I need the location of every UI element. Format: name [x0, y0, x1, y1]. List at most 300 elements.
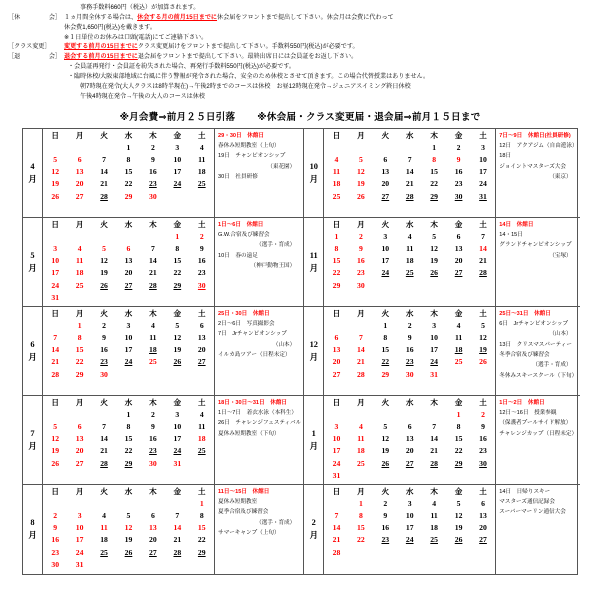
- calendar-day-1-11: 11: [357, 434, 365, 444]
- calendar-day-1-4: 4: [358, 422, 363, 431]
- calendar-day-empty: [141, 231, 165, 243]
- calendar-day-2-13: 13: [479, 511, 487, 520]
- calendar-day-4-24: 24: [173, 179, 182, 189]
- calendar-day-5-9: 9: [199, 244, 204, 253]
- calendar-day-8-22: 22: [197, 535, 206, 545]
- calendar-week-row: [324, 332, 495, 344]
- calendar-week-row: [324, 243, 495, 255]
- calendar-week-row: [324, 522, 495, 534]
- calendar-day-2-22: 22: [357, 535, 365, 545]
- calendar-week-row: [324, 154, 495, 166]
- calendar-week-row: [43, 445, 214, 457]
- calendar-day-4-18: 18: [197, 167, 206, 177]
- calendar-day-5-13: 13: [124, 256, 133, 266]
- weekday-火: 火: [100, 130, 108, 140]
- calendar-day-7-15: 15: [124, 434, 133, 444]
- calendar-day-8-12: 12: [124, 523, 133, 533]
- calendar-day-2-11: 11: [430, 511, 438, 520]
- calendar-week-row: [324, 369, 495, 381]
- notice-seg-plain-class: クラス変更届けをフロントまで提出して下さい。手数料550円(税込)が必要です。: [137, 43, 359, 51]
- month-block-2: [304, 485, 579, 574]
- month-notes-1: [496, 396, 579, 484]
- weekday-金: 金: [454, 130, 463, 140]
- weekday-水: 水: [405, 486, 414, 496]
- note-line: G.W.合宿及び練習会: [218, 231, 270, 238]
- calendar-day-12-3: 3: [432, 320, 437, 330]
- calendar-day-4-22: 22: [124, 179, 133, 189]
- month-notes-12: [496, 307, 579, 395]
- calendar-day-1-1: 1: [456, 409, 461, 419]
- month-grid-1: [324, 396, 496, 484]
- banner-right: ※休会届・クラス変更届・退会届⇒前月１５日まで: [257, 111, 481, 123]
- calendar-day-10-5: 5: [358, 155, 363, 164]
- calendar-day-10-28: 28: [405, 191, 414, 201]
- calendar-day-8-1: 1: [199, 498, 204, 508]
- calendar-day-11-20: 20: [454, 256, 463, 266]
- calendar-day-8-28: 28: [173, 547, 182, 557]
- notice-body-kyukai: [64, 13, 592, 23]
- month-kanji: 月: [309, 352, 318, 362]
- calendar-day-10-24: 24: [479, 179, 487, 189]
- calendar-day-10-20: 20: [381, 179, 390, 189]
- calendar-day-8-7: 7: [175, 511, 180, 520]
- calendar-day-2-23: 23: [381, 535, 390, 545]
- calendar-day-5-25: 25: [75, 280, 84, 290]
- weekday-月: 月: [75, 219, 84, 229]
- calendar-day-1-12: 12: [381, 434, 390, 444]
- month-grid-5: [43, 218, 215, 306]
- note-line: 7日 Jrチャンピオンシップ: [218, 331, 287, 338]
- calendar-day-empty: [165, 559, 189, 571]
- calendar-day-4-15: 15: [124, 167, 133, 177]
- notice-tag-left-taikai: ［退: [8, 53, 21, 61]
- calendar-day-1-7: 7: [432, 422, 437, 431]
- calendar-day-empty: [398, 470, 422, 482]
- calendar-day-4-2: 2: [150, 142, 155, 152]
- calendar-week-row: [43, 433, 214, 445]
- calendar-day-empty: [141, 498, 165, 510]
- calendar-day-1-10: 10: [332, 434, 341, 444]
- calendar-day-7-13: 13: [75, 434, 84, 444]
- weekday-日: 日: [332, 486, 341, 496]
- calendar-day-empty: [471, 470, 495, 482]
- note-line: サマーキャンプ（上旬）: [218, 529, 280, 536]
- month-notes-7: [215, 396, 303, 484]
- note-line: （選手・育成）: [256, 242, 296, 249]
- note-line: 春休み短期教室（上旬）: [218, 142, 280, 149]
- calendar-day-11-25: 25: [405, 268, 414, 278]
- calendar-day-12-21: 21: [357, 357, 365, 367]
- note-line: 13日 クリスマスパーティー: [499, 341, 572, 348]
- calendar-week-row: [43, 332, 214, 344]
- weekday-header-row: [43, 219, 214, 231]
- calendar-day-4-30: 30: [149, 191, 157, 201]
- month-label-7: [23, 396, 43, 484]
- note-line: 25日～31日 休館日: [499, 310, 551, 317]
- calendar-day-4-29: 29: [124, 191, 133, 201]
- weekday-火: 火: [381, 397, 390, 407]
- calendar-day-11-23: 23: [357, 268, 365, 278]
- month-label-1: [304, 396, 324, 484]
- weekday-金: 金: [454, 486, 463, 496]
- calendar-day-12-16: 16: [405, 345, 414, 355]
- calendar-day-11-17: 17: [381, 256, 390, 266]
- calendar-week-row: [43, 243, 214, 255]
- calendar-day-4-3: 3: [175, 142, 180, 152]
- calendar-day-6-11: 11: [149, 333, 157, 342]
- calendar-day-4-11: 11: [198, 155, 206, 164]
- calendar-day-6-17: 17: [124, 345, 133, 355]
- calendar-week-row: [324, 344, 495, 356]
- weekday-日: 日: [51, 486, 59, 496]
- calendar-day-8-18: 18: [100, 535, 108, 545]
- calendar-day-7-8: 8: [126, 422, 131, 431]
- weekday-月: 月: [357, 308, 365, 318]
- calendar-day-7-25: 25: [197, 446, 206, 456]
- calendar-day-11-12: 12: [430, 244, 438, 253]
- calendar-day-8-27: 27: [149, 547, 157, 557]
- calendar-day-7-1: 1: [126, 409, 131, 419]
- weekday-日: 日: [51, 219, 59, 229]
- calendar-day-1-21: 21: [430, 446, 438, 456]
- weekday-水: 水: [124, 130, 133, 140]
- weekday-header-row: [324, 308, 495, 320]
- calendar-day-empty: [116, 292, 140, 304]
- note-line: 冬休みスキースクール（下旬）: [499, 372, 578, 379]
- calendar-day-empty: [398, 280, 422, 292]
- weekday-月: 月: [357, 486, 365, 496]
- calendar-day-7-9: 9: [150, 422, 155, 431]
- calendar-day-7-28: 28: [100, 458, 108, 468]
- calendar-day-2-19: 19: [454, 523, 463, 533]
- calendar-day-empty: [141, 369, 165, 381]
- calendar-day-7-29: 29: [124, 458, 133, 468]
- calendar-day-4-21: 21: [100, 179, 108, 189]
- calendar-day-1-14: 14: [430, 434, 438, 444]
- calendar-day-1-16: 16: [479, 434, 487, 444]
- calendar-day-12-1: 1: [383, 320, 388, 330]
- notice-subbullet-1: 朝7時現在発令(大人クラスは8時半現在)→午後2時までのコースは休校 お昼12時現在発令→ジュニアスイミング終日休校: [80, 82, 411, 90]
- calendar-day-empty: [43, 409, 67, 421]
- calendar-day-6-28: 28: [51, 369, 60, 379]
- calendar-day-empty: [190, 292, 214, 304]
- calendar-day-empty: [43, 231, 67, 243]
- weekday-月: 月: [357, 397, 365, 407]
- note-line: 2日～6日 写真撮影会: [218, 320, 275, 327]
- note-line: 26日 チャレンジフェスティバル: [218, 420, 302, 427]
- calendar-day-4-20: 20: [75, 179, 84, 189]
- calendar-day-4-28: 28: [100, 191, 108, 201]
- weekday-header-row: [43, 308, 214, 320]
- calendar-day-11-21: 21: [479, 256, 487, 266]
- month-notes-8: [215, 485, 303, 574]
- calendar-day-8-29: 29: [197, 547, 206, 557]
- weekday-header-row: [324, 219, 495, 231]
- calendar-day-12-14: 14: [357, 345, 365, 355]
- notice-tag-kyukai: [8, 13, 64, 23]
- calendar-day-11-10: 10: [381, 244, 390, 253]
- calendar-week-row: [324, 433, 495, 445]
- calendar-day-5-1: 1: [175, 231, 180, 241]
- calendar-day-10-21: 21: [405, 179, 414, 189]
- calendar-day-7-12: 12: [51, 434, 60, 444]
- calendar-day-2-7: 7: [334, 511, 339, 520]
- calendar-day-10-12: 12: [357, 167, 365, 177]
- calendar-day-12-9: 9: [407, 333, 412, 342]
- calendar-day-10-9: 9: [456, 155, 461, 164]
- calendar-day-1-30: 30: [479, 458, 487, 468]
- calendar-day-10-29: 29: [430, 191, 438, 201]
- month-block-6: [23, 307, 303, 396]
- month-label-2: [304, 485, 324, 574]
- month-number: 4: [30, 161, 35, 171]
- calendar-day-11-4: 4: [407, 231, 412, 241]
- calendar-day-8-10: 10: [75, 523, 84, 533]
- month-notes-2: [496, 485, 579, 574]
- calendar-day-12-13: 13: [332, 345, 341, 355]
- calendar-column-left: [23, 129, 304, 574]
- month-grid-8: [43, 485, 215, 574]
- month-number: 7: [30, 428, 35, 438]
- month-label-5: [23, 218, 43, 306]
- calendar-day-11-3: 3: [383, 231, 388, 241]
- note-line: グランドチャンピオンシップ: [499, 242, 572, 249]
- calendar-day-5-23: 23: [197, 268, 206, 278]
- calendar-day-6-2: 2: [102, 320, 106, 330]
- weekday-header-row: [324, 130, 495, 142]
- calendar-day-empty: [190, 369, 214, 381]
- note-line: 12日 アクアジム（自由遊泳）: [499, 142, 578, 149]
- weekday-木: 木: [430, 308, 438, 318]
- calendar-week-row: [43, 409, 214, 421]
- weekday-日: 日: [332, 397, 341, 407]
- weekday-水: 水: [124, 219, 133, 229]
- month-notes-10: [496, 129, 579, 217]
- calendar-day-empty: [92, 292, 116, 304]
- calendar-day-10-1: 1: [432, 142, 437, 152]
- weekday-日: 日: [51, 130, 59, 140]
- weekday-土: 土: [479, 219, 487, 229]
- notice-bullet-1: ・会員証再発行・会員証を紛失された場合、再発行手数料550円(税込)が必要です。: [68, 63, 296, 71]
- calendar-day-4-23: 23: [149, 179, 157, 189]
- note-line: （山本）: [549, 331, 572, 338]
- note-line: 夏季合宿及び練習会: [218, 509, 269, 516]
- calendar-week-row: [324, 255, 495, 267]
- calendar-day-8-3: 3: [77, 511, 82, 520]
- calendar-day-1-27: 27: [405, 458, 414, 468]
- calendar-day-8-15: 15: [197, 523, 206, 533]
- month-grid-11: [324, 218, 496, 306]
- calendar-week-row: [324, 445, 495, 457]
- month-label-10: [304, 129, 324, 217]
- calendar-day-10-22: 22: [430, 179, 438, 189]
- calendar-day-8-16: 16: [51, 535, 60, 545]
- calendar-day-empty: [373, 409, 397, 421]
- calendar-week-row: [43, 534, 214, 546]
- calendar-day-empty: [92, 142, 116, 154]
- calendar-day-8-17: 17: [75, 535, 84, 545]
- calendar-day-empty: [43, 142, 67, 154]
- weekday-金: 金: [173, 486, 182, 496]
- weekday-月: 月: [75, 486, 84, 496]
- calendar-day-8-13: 13: [149, 523, 157, 533]
- calendar-day-1-23: 23: [479, 446, 487, 456]
- calendar-day-5-17: 17: [51, 268, 60, 278]
- calendar-day-12-24: 24: [430, 357, 438, 367]
- month-label-4: [23, 129, 43, 217]
- notice-tag-right: 会］: [48, 13, 61, 21]
- note-line: （選手・育成）: [256, 519, 296, 526]
- calendar-day-empty: [373, 142, 397, 154]
- calendar-week-row: [43, 166, 214, 178]
- note-line: （神戸動物王国）: [250, 262, 296, 269]
- calendar-day-4-6: 6: [77, 155, 82, 164]
- calendar-day-7-22: 22: [124, 446, 133, 456]
- calendar-day-6-18: 18: [149, 345, 157, 355]
- calendar-day-5-12: 12: [100, 256, 108, 266]
- notice-subbullet-2: 午後4時現在発令→午後の大人のコースは休校: [80, 92, 205, 100]
- calendar-day-6-26: 26: [173, 357, 182, 367]
- calendar-day-empty: [92, 498, 116, 510]
- month-grid-7: [43, 396, 215, 484]
- note-line: 夏休み短期教室（下旬）: [218, 430, 280, 437]
- weekday-月: 月: [75, 130, 84, 140]
- weekday-金: 金: [173, 308, 182, 318]
- calendar-day-8-19: 19: [124, 535, 133, 545]
- calendar-day-11-1: 1: [334, 231, 339, 241]
- calendar-day-10-4: 4: [334, 155, 339, 164]
- calendar-day-5-29: 29: [173, 280, 182, 290]
- calendar-day-10-27: 27: [381, 191, 390, 201]
- calendar-week-row: [43, 191, 214, 203]
- month-kanji: 月: [309, 174, 318, 184]
- weekday-土: 土: [479, 397, 487, 407]
- note-line: （保護者プールサイド解放）: [499, 420, 572, 427]
- note-line: （東京）: [549, 173, 572, 180]
- calendar-week-row: [324, 166, 495, 178]
- month-block-4: [23, 129, 303, 218]
- month-number: 12: [309, 339, 318, 349]
- calendar-day-1-5: 5: [383, 422, 388, 431]
- note-line: 14日 休館日: [499, 221, 534, 228]
- calendar-day-empty: [116, 498, 140, 510]
- calendar-day-5-2: 2: [199, 231, 204, 241]
- calendar-day-2-16: 16: [381, 523, 390, 533]
- calendar-week-row: [324, 267, 495, 279]
- month-kanji: 月: [309, 263, 318, 273]
- calendar-day-11-19: 19: [430, 256, 438, 266]
- calendar-day-1-8: 8: [456, 422, 461, 431]
- calendar-day-empty: [446, 280, 470, 292]
- calendar-day-5-27: 27: [124, 280, 133, 290]
- calendar-day-10-15: 15: [430, 167, 438, 177]
- month-notes-4: [215, 129, 303, 217]
- weekday-木: 木: [430, 130, 438, 140]
- month-block-7: [23, 396, 303, 485]
- calendar-day-6-14: 14: [51, 345, 60, 355]
- month-number: 11: [309, 250, 318, 260]
- calendar-day-8-24: 24: [75, 547, 84, 557]
- calendar-day-5-15: 15: [173, 256, 182, 266]
- notice-row-taikai: [8, 52, 592, 62]
- notice-seg-plain: １ヵ月間全休する場合は、: [64, 13, 138, 21]
- calendar-day-6-19: 19: [173, 345, 182, 355]
- calendar-day-7-7: 7: [102, 422, 106, 431]
- calendar-week-row: [324, 409, 495, 421]
- weekday-木: 木: [149, 486, 157, 496]
- calendar-day-10-8: 8: [432, 155, 437, 164]
- weekday-土: 土: [197, 219, 206, 229]
- calendar-day-8-8: 8: [199, 511, 204, 520]
- weekday-水: 水: [405, 308, 414, 318]
- notice-seg-highlight: 休会する月の前月15日までに: [137, 13, 218, 21]
- calendar-day-empty: [116, 559, 140, 571]
- calendar-day-11-22: 22: [332, 268, 341, 278]
- banner: [0, 109, 600, 123]
- calendar-day-4-19: 19: [51, 179, 60, 189]
- calendar-day-empty: [422, 409, 446, 421]
- calendar-day-10-25: 25: [332, 191, 341, 201]
- calendar-day-5-31: 31: [51, 292, 60, 302]
- calendar-day-empty: [165, 191, 189, 203]
- calendar-week-row: [324, 498, 495, 510]
- calendar-day-empty: [349, 470, 373, 482]
- calendar-day-5-19: 19: [100, 268, 108, 278]
- calendar-day-10-10: 10: [479, 155, 487, 164]
- month-number: 6: [30, 339, 35, 349]
- calendar-day-empty: [471, 369, 495, 381]
- month-grid-4: [43, 129, 215, 217]
- calendar-day-12-11: 11: [454, 333, 463, 342]
- weekday-土: 土: [479, 308, 487, 318]
- month-number: 5: [30, 250, 35, 260]
- calendar-week-row: [43, 267, 214, 279]
- calendar-day-6-3: 3: [126, 320, 131, 330]
- notice-extra-kyukai-2: ※１日単位のお休みは口頭(電話)にてご連絡下さい。: [64, 33, 208, 41]
- weekday-日: 日: [332, 130, 341, 140]
- calendar-day-empty: [67, 292, 91, 304]
- weekday-木: 木: [149, 130, 157, 140]
- calendar-day-10-19: 19: [357, 179, 365, 189]
- calendar-day-5-7: 7: [150, 244, 155, 253]
- calendar-week-row: [43, 510, 214, 522]
- notice-seg-highlight-class: 変更する前月の15日までに: [64, 43, 138, 51]
- weekday-木: 木: [430, 397, 438, 407]
- note-line: マスターズ通信記録会: [499, 498, 555, 505]
- calendar-day-2-18: 18: [430, 523, 438, 533]
- calendar-day-11-18: 18: [405, 256, 414, 266]
- calendar-day-empty: [116, 369, 140, 381]
- calendar-day-12-25: 25: [454, 357, 463, 367]
- calendar-day-4-8: 8: [126, 155, 131, 164]
- weekday-水: 水: [124, 486, 133, 496]
- weekday-火: 火: [381, 219, 390, 229]
- calendar-day-7-6: 6: [77, 422, 82, 431]
- month-kanji: 月: [309, 441, 318, 451]
- weekday-金: 金: [454, 397, 463, 407]
- month-label-12: [304, 307, 324, 395]
- calendar-day-empty: [324, 320, 348, 332]
- weekday-月: 月: [75, 308, 84, 318]
- calendar-day-6-22: 22: [75, 357, 84, 367]
- calendar-day-empty: [446, 369, 470, 381]
- notices-section: [0, 0, 600, 102]
- calendar-day-11-8: 8: [334, 244, 339, 253]
- calendar-day-empty: [67, 498, 91, 510]
- calendar-week-row: [324, 191, 495, 203]
- calendar-day-11-26: 26: [430, 268, 438, 278]
- calendar-week-row: [324, 470, 495, 482]
